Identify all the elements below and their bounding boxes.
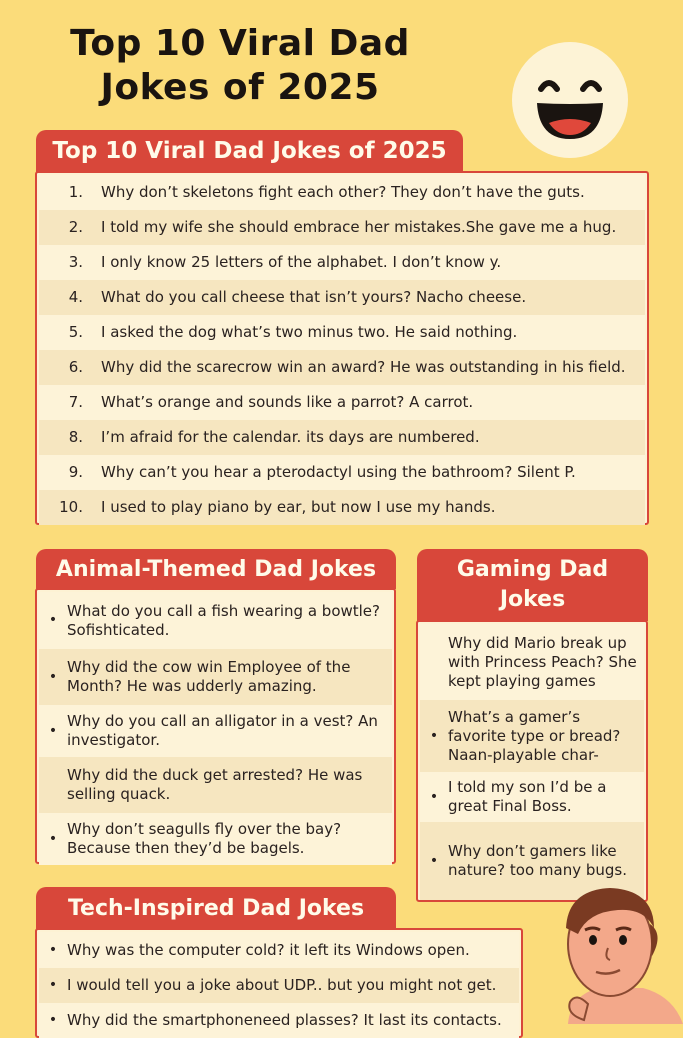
top10-item-text: I used to play piano by ear, but now I use my hands. [101,498,496,516]
top10-list-item [39,490,645,525]
top10-item-number: 10. [59,498,83,516]
animal-item-text: Why don’t seagulls fly over the bay? Because then they’d be bagels. [67,820,342,857]
top10-item-number: 7. [68,393,83,411]
top10-list-item [39,280,645,315]
top10-list-item [39,175,645,210]
gaming-item-bullet: • [429,852,439,869]
top10-item-text: Why can’t you hear a pterodactyl using the bathroom? Silent P. [101,463,576,481]
top10-item-text: What’s orange and sounds like a parrot? A carrot. [101,393,474,411]
gaming-item-text: I told my son I’d be a great Final Boss. [448,778,607,815]
gaming-item-bullet: • [429,788,439,805]
top10-item-number: 4. [68,288,83,306]
top10-item-number: 8. [68,428,83,446]
animal-list-item [39,592,392,649]
tech-item-bullet: • [48,977,58,993]
tech-item-text: I would tell you a joke about UDP.. but you might not get. [67,976,497,994]
gaming-item-text: Why don’t gamers like nature? too many bugs. [448,842,627,879]
gaming-item-bullet: • [429,727,439,744]
animal-item-text: Why did the cow win Employee of the Month? He was udderly amazing. [67,658,351,695]
smiling-face-icon [511,41,629,159]
top10-list-item [39,315,645,350]
top10-item-text: I asked the dog what’s two minus two. He said nothing. [101,323,518,341]
tech-card [35,928,523,1038]
animal-list-item [39,757,392,813]
top10-item-text: I only know 25 letters of the alphabet. I don’t know y. [101,253,502,271]
gaming-header: Gaming Dad Jokes [417,549,648,621]
animal-list-item [39,813,392,865]
top10-list-item [39,455,645,490]
animal-list-item [39,649,392,705]
gaming-list-item [420,772,644,822]
animal-item-text: What do you call a fish wearing a bowtle? Sofishticated. [67,601,381,639]
top10-item-number: 9. [68,463,83,481]
page-title: Top 10 Viral Dad Jokes of 2025 [70,23,410,108]
animal-item-bullet: • [48,722,58,739]
gaming-item-text: What’s a gamer’s favorite type or bread? Naan-playable char- [448,707,621,764]
top10-item-text: Why don’t skeletons fight each other? They don’t have the guts. [101,183,585,201]
top10-list-item [39,210,645,245]
tech-list-item [39,968,519,1003]
tech-item-bullet: • [48,1012,58,1028]
gaming-item-text: Why did Mario break up with Princess Peach? She kept playing games [448,633,637,690]
top10-item-number: 5. [68,323,83,341]
top10-card [35,171,649,525]
animal-list-item [39,705,392,757]
top10-item-text: What do you call cheese that isn’t yours? Nacho cheese. [101,288,527,306]
gaming-list-item [420,700,644,772]
tech-list-item [39,1003,519,1038]
top10-list-item [39,350,645,385]
top10-item-number: 6. [68,358,83,376]
animal-item-bullet: • [48,830,58,847]
animal-card [35,588,396,864]
top10-item-number: 1. [68,183,83,201]
gaming-list-item [420,624,644,700]
thinking-man-icon [548,884,683,1024]
top10-list-item [39,385,645,420]
top10-header: Top 10 Viral Dad Jokes of 2025 [36,130,463,172]
animal-item-text: Why did the duck get arrested? He was selling quack. [67,766,363,803]
animal-header: Animal-Themed Dad Jokes [36,549,396,589]
top10-item-number: 3. [68,253,83,271]
tech-item-text: Why was the computer cold? it left its Windows open. [67,940,470,959]
gaming-card [416,620,648,902]
tech-list-item [39,932,519,968]
tech-item-bullet: • [48,941,58,958]
tech-header: Tech-Inspired Dad Jokes [36,887,396,929]
animal-item-bullet: • [48,668,58,685]
top10-item-text: I’m afraid for the calendar. its days are numbered. [101,428,480,446]
animal-item-bullet: • [48,612,58,628]
top10-list-item [39,420,645,455]
top10-list-item [39,245,645,280]
animal-item-text: Why do you call an alligator in a vest? An investigator. [67,712,378,749]
top10-item-text: Why did the scarecrow win an award? He was outstanding in his field. [101,358,626,376]
tech-item-text: Why did the smartphoneneed plasses? It last its contacts. [67,1011,502,1029]
top10-item-number: 2. [68,218,83,236]
top10-item-text: I told my wife she should embrace her mistakes.She gave me a hug. [101,218,617,236]
